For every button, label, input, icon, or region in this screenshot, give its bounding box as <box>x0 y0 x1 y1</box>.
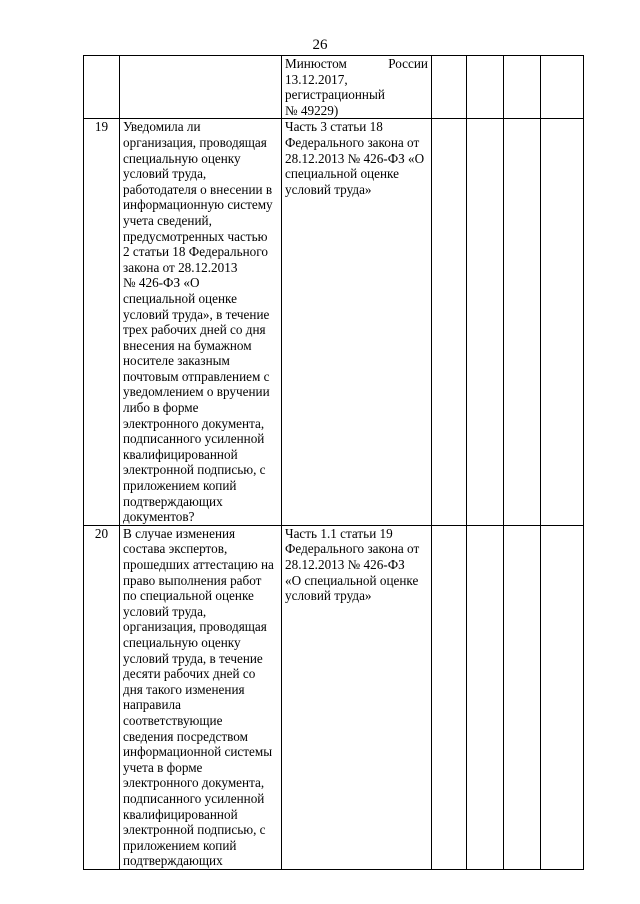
cell-text-line: учета в форме <box>123 759 203 775</box>
table-row <box>84 56 584 119</box>
cell-text-line: условий труда», в течение <box>123 306 270 322</box>
cell-text-line: электронного документа, <box>123 775 265 791</box>
cell-text-line: специальную оценку <box>123 150 241 166</box>
cell-text-line: подтверждающих <box>123 493 223 509</box>
cell-text-line: либо в форме <box>123 400 199 416</box>
cell-text-line: уведомлением о вручении <box>123 384 270 400</box>
table-row <box>84 119 584 525</box>
requirement-cell <box>120 119 282 525</box>
requirement-cell <box>120 56 282 119</box>
cell-text-line: Федерального закона от <box>285 541 420 557</box>
cell-text-line: по специальной оценке <box>123 588 254 604</box>
table-row <box>84 525 584 869</box>
row-number: 19 <box>84 119 120 525</box>
cell-text-line: состава экспертов, <box>123 541 228 557</box>
cell-text-line: 2 статьи 18 Федерального <box>123 244 268 260</box>
cell-text-line: квалифицированной <box>123 806 238 822</box>
cell-text-line: условий труда, <box>123 166 207 182</box>
cell-text-line: почтовым отправлением с <box>123 368 270 384</box>
empty-cell <box>541 119 584 525</box>
cell-text-line: соответствующие <box>123 712 223 728</box>
empty-cell <box>432 525 467 869</box>
empty-cell <box>541 56 584 119</box>
reference-cell <box>282 525 432 869</box>
cell-text-line: Минюстом России 13.12.2017, <box>285 56 428 87</box>
row-number <box>84 56 120 119</box>
cell-text-line: прошедших аттестацию на <box>123 557 274 572</box>
cell-text-line: Федерального закона от <box>285 134 420 150</box>
cell-text-line: Часть 3 статьи 18 <box>285 119 383 135</box>
cell-text-line: подписанного усиленной <box>123 431 265 447</box>
cell-text-line: условий труда, в течение <box>123 650 263 666</box>
empty-cell <box>504 525 541 869</box>
cell-text-line: условий труда» <box>285 588 372 604</box>
cell-text-line: условий труда, <box>123 603 207 619</box>
cell-text-line: направила <box>123 697 181 713</box>
cell-text-line: специальной оценке <box>285 166 399 182</box>
empty-cell <box>504 119 541 525</box>
cell-text-line: дня такого изменения <box>123 681 245 697</box>
cell-text-line: работодателя о внесении в <box>123 181 273 197</box>
cell-text-line: организация, проводящая <box>123 619 267 635</box>
empty-cell <box>432 56 467 119</box>
cell-text-line: информационной системы <box>123 744 273 760</box>
cell-text-line: десяти рабочих дней со <box>123 666 256 682</box>
cell-text-line: специальную оценку <box>123 634 241 650</box>
cell-text-line: Часть 1.1 статьи 19 <box>285 525 393 541</box>
cell-text-line: приложением копий <box>123 478 237 494</box>
cell-text-line: регистрационный <box>285 87 385 103</box>
cell-text-line: информационную систему <box>123 197 273 213</box>
row-number: 20 <box>84 525 120 869</box>
cell-text-line: электронного документа, <box>123 415 265 431</box>
cell-text-line: закона от 28.12.2013 <box>123 259 238 275</box>
empty-cell <box>467 525 504 869</box>
cell-text-line: право выполнения работ <box>123 572 262 588</box>
cell-text-line: сведения посредством <box>123 728 248 744</box>
empty-cell <box>467 56 504 119</box>
empty-cell <box>504 56 541 119</box>
cell-text-line: приложением копий <box>123 837 237 853</box>
cell-text-line: специальной оценке <box>123 290 237 306</box>
cell-text-line: внесения на бумажном <box>123 337 252 353</box>
cell-text-line: В случае изменения <box>123 525 236 541</box>
cell-text-line: № 426-ФЗ «О <box>123 275 200 291</box>
cell-text-line: документов? <box>123 509 195 525</box>
requirement-cell <box>120 525 282 869</box>
page-number: 26 <box>312 37 328 53</box>
cell-text-line: электронной подписью, с <box>123 822 266 838</box>
cell-text-line: подтверждающих <box>123 853 223 869</box>
cell-text-line: Уведомила ли <box>123 119 201 135</box>
reference-cell <box>282 56 432 119</box>
empty-cell <box>467 119 504 525</box>
cell-text-line: квалифицированной <box>123 446 238 462</box>
cell-text-line: 28.12.2013 № 426-ФЗ «О <box>285 150 425 166</box>
cell-text-line: № 49229) <box>285 102 339 118</box>
cell-text-line: «О специальной оценке <box>285 572 419 588</box>
reference-cell <box>282 119 432 525</box>
cell-text-line: организация, проводящая <box>123 134 267 150</box>
empty-cell <box>541 525 584 869</box>
cell-text-line: трех рабочих дней со дня <box>123 322 266 338</box>
cell-text-line: подписанного усиленной <box>123 790 265 806</box>
empty-cell <box>432 119 467 525</box>
cell-text-line: предусмотренных частью <box>123 228 268 244</box>
cell-text-line: условий труда» <box>285 181 372 197</box>
cell-text-line: 28.12.2013 № 426-ФЗ <box>285 557 405 572</box>
cell-text-line: электронной подписью, с <box>123 462 266 478</box>
cell-text-line: носителе заказным <box>123 353 230 369</box>
cell-text-line: учета сведений, <box>123 212 212 228</box>
checklist-table <box>83 55 584 870</box>
